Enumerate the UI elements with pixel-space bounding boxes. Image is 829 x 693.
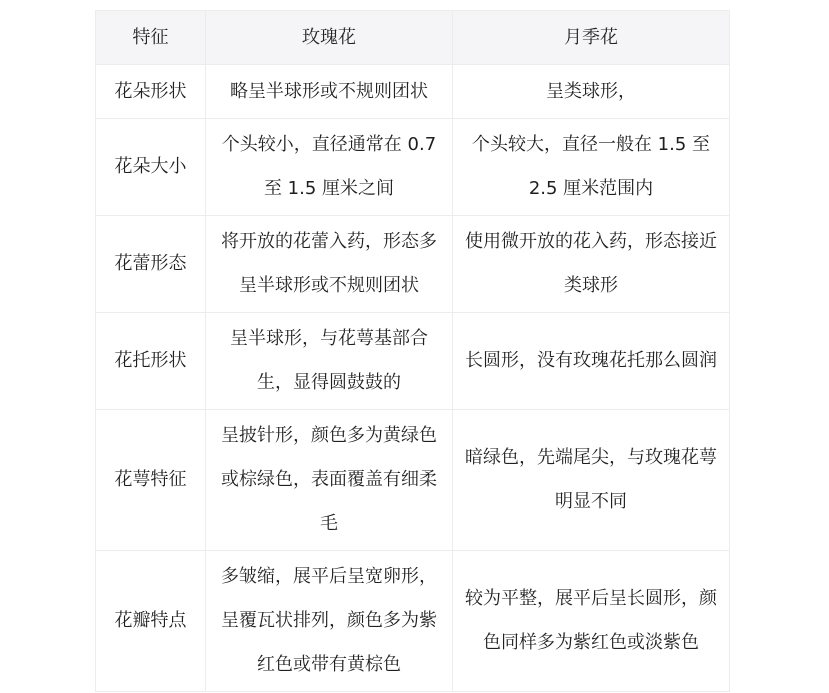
rose-vs-chinese-rose-table xyxy=(95,10,730,692)
header-rose: 玫瑰花 xyxy=(206,11,453,65)
table-row xyxy=(96,65,730,119)
rose-cell: 呈半球形，与花萼基部合生，显得圆鼓鼓的 xyxy=(206,313,453,410)
rose-cell: 个头较小，直径通常在 0.7 至 1.5 厘米之间 xyxy=(206,119,453,216)
rose-cell: 多皱缩，展平后呈宽卵形，呈覆瓦状排列，颜色多为紫红色或带有黄棕色 xyxy=(206,551,453,692)
table-row xyxy=(96,313,730,410)
feature-cell: 花蕾形态 xyxy=(96,216,206,313)
chinese-rose-cell: 个头较大，直径一般在 1.5 至 2.5 厘米范围内 xyxy=(453,119,730,216)
table-row xyxy=(96,119,730,216)
rose-cell: 将开放的花蕾入药，形态多呈半球形或不规则团状 xyxy=(206,216,453,313)
feature-cell: 花朵大小 xyxy=(96,119,206,216)
feature-cell: 花托形状 xyxy=(96,313,206,410)
rose-cell: 呈披针形，颜色多为黄绿色或棕绿色，表面覆盖有细柔毛 xyxy=(206,410,453,551)
chinese-rose-cell: 较为平整，展平后呈长圆形，颜色同样多为紫红色或淡紫色 xyxy=(453,551,730,692)
feature-cell: 花朵形状 xyxy=(96,65,206,119)
chinese-rose-cell: 长圆形，没有玫瑰花托那么圆润 xyxy=(453,313,730,410)
table-header-row xyxy=(96,11,730,65)
chinese-rose-cell: 暗绿色，先端尾尖，与玫瑰花萼明显不同 xyxy=(453,410,730,551)
table-row xyxy=(96,410,730,551)
chinese-rose-cell: 使用微开放的花入药，形态接近类球形 xyxy=(453,216,730,313)
rose-cell: 略呈半球形或不规则团状 xyxy=(206,65,453,119)
feature-cell: 花萼特征 xyxy=(96,410,206,551)
table-row xyxy=(96,216,730,313)
header-chinese-rose: 月季花 xyxy=(453,11,730,65)
feature-cell: 花瓣特点 xyxy=(96,551,206,692)
chinese-rose-cell: 呈类球形， xyxy=(453,65,730,119)
table-row xyxy=(96,551,730,692)
header-feature: 特征 xyxy=(96,11,206,65)
comparison-table-container xyxy=(95,10,729,692)
